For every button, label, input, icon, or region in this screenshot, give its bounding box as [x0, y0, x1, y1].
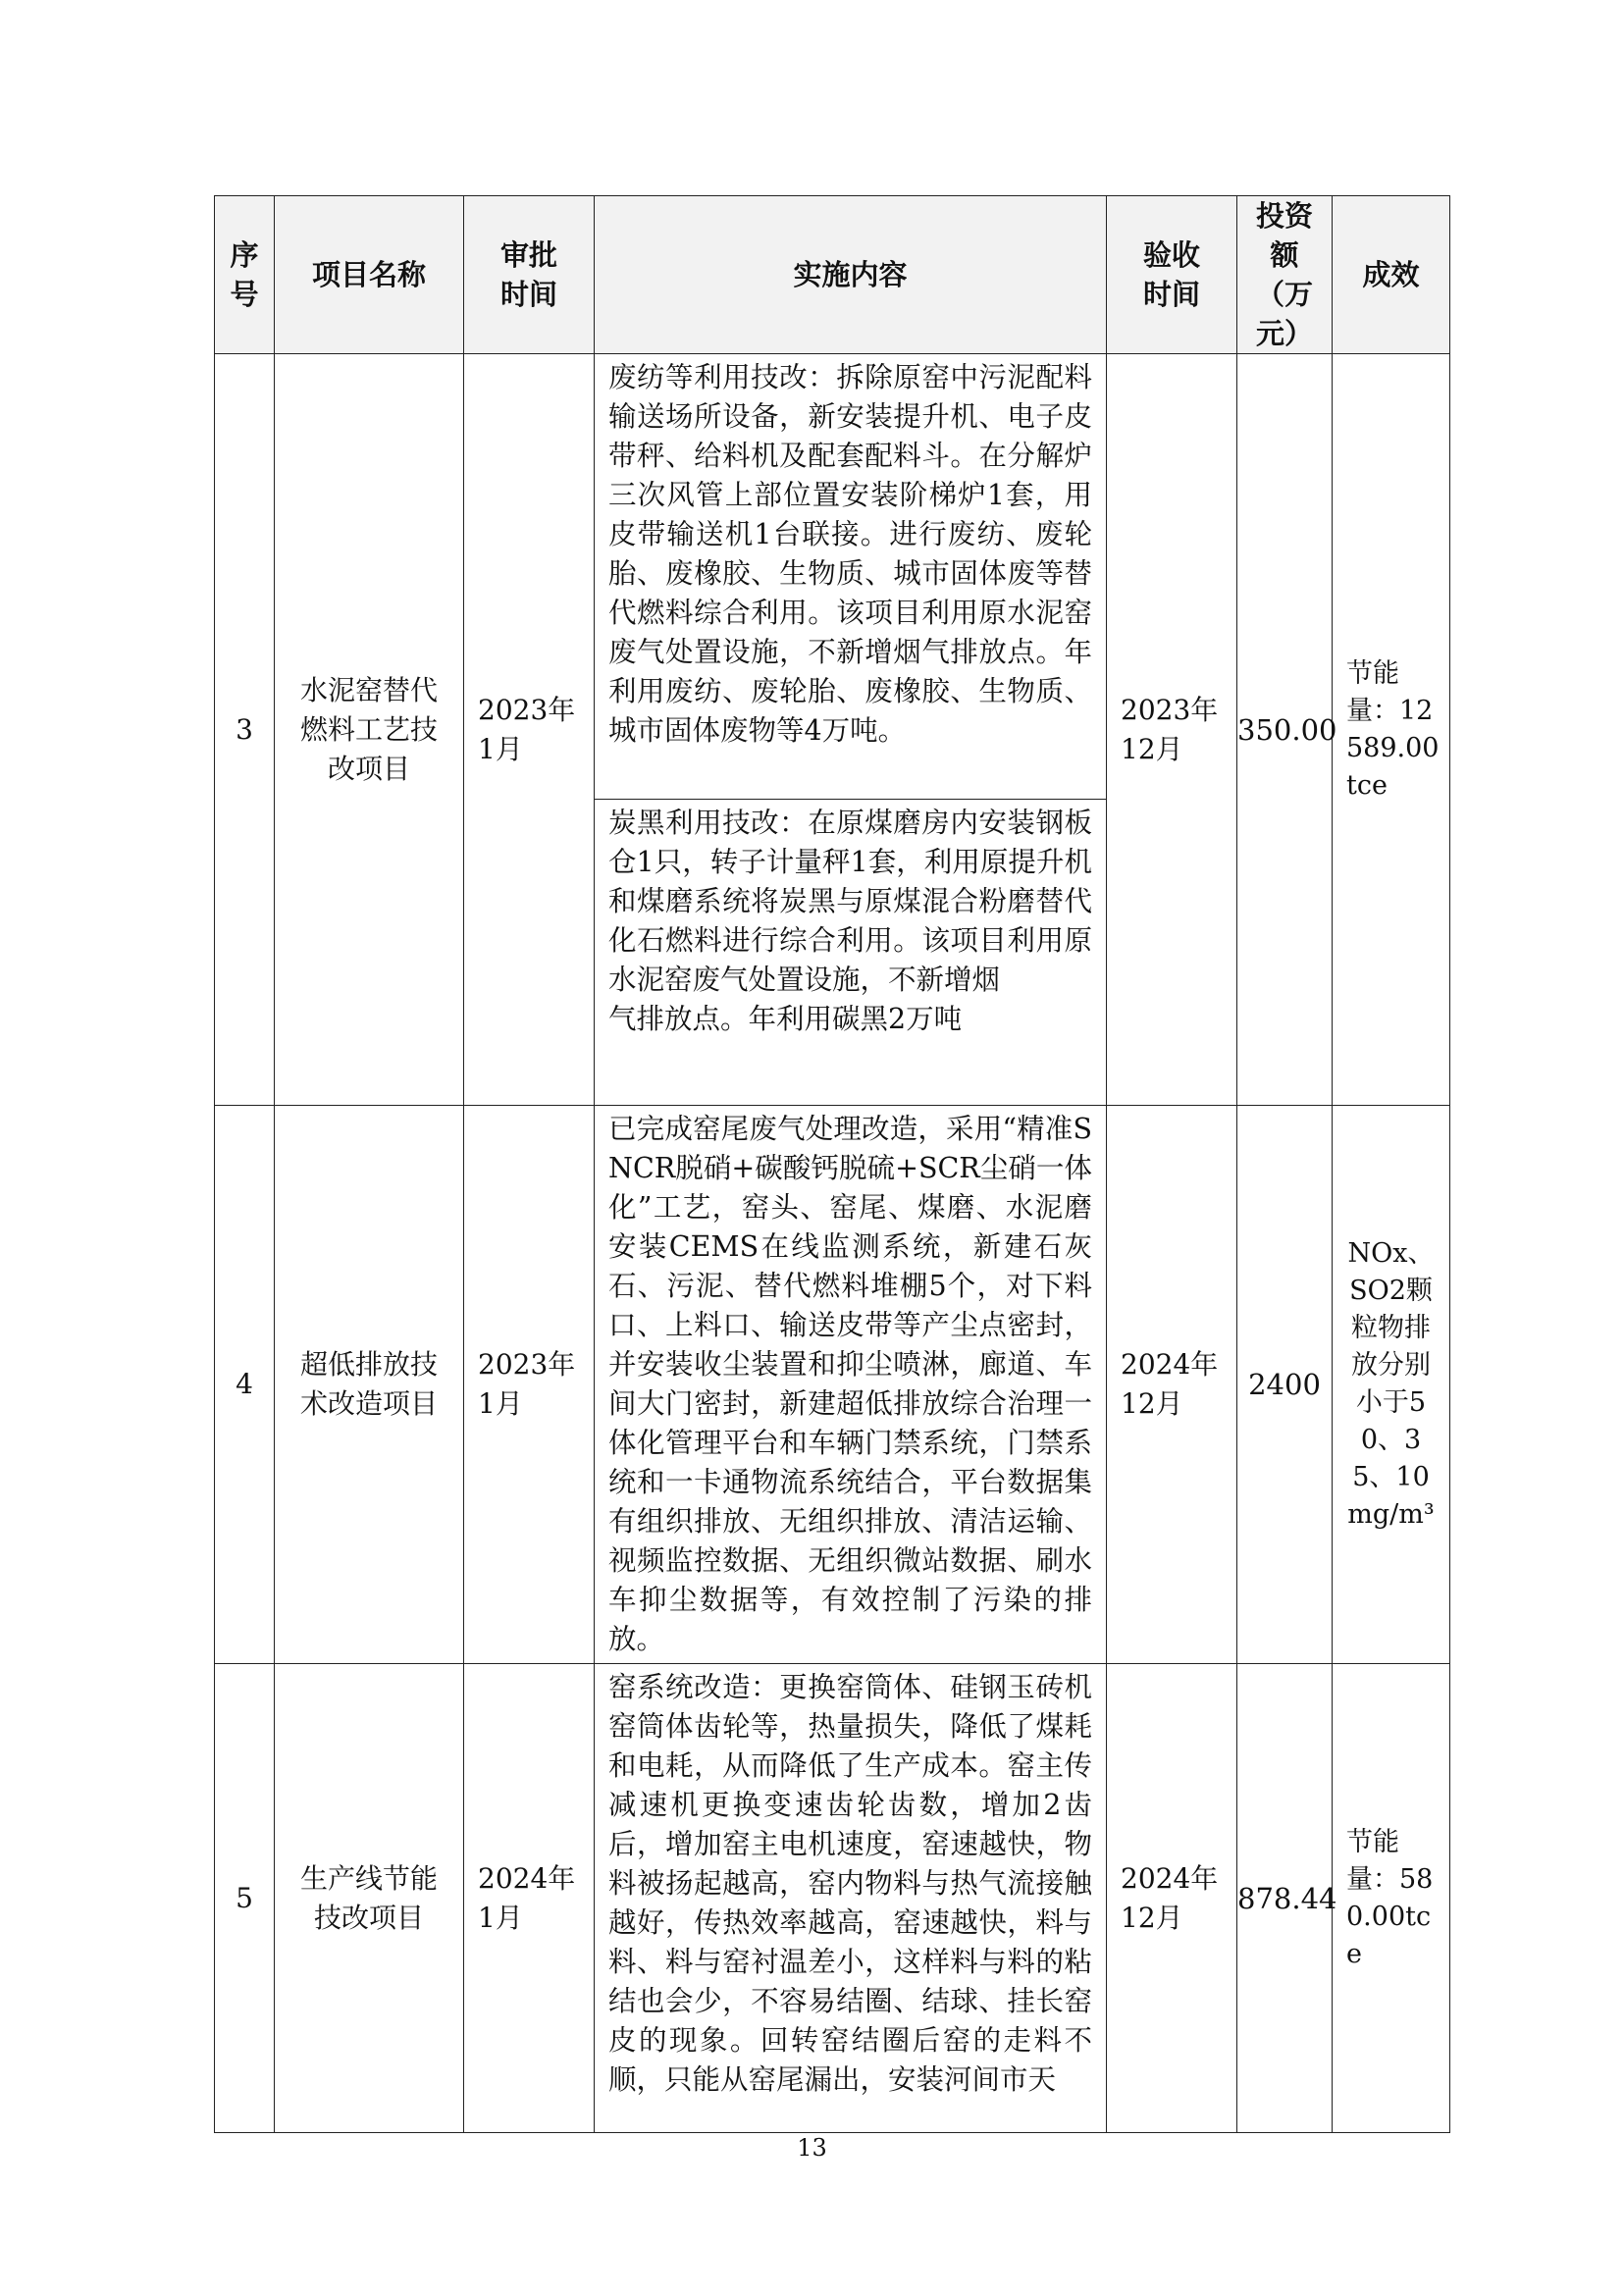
- header-row: [215, 196, 1450, 354]
- row-effect: NOx、SO2颗粒物排放分别小于50、35、10mg/m³: [1333, 1106, 1450, 1664]
- header-effect: 成效: [1333, 196, 1450, 354]
- page-number: 13: [797, 2134, 827, 2162]
- row-project-name: 生产线节能技改项目: [275, 1664, 464, 2133]
- table-row: [215, 354, 1450, 800]
- row-acceptance-time: 2023年12月: [1107, 354, 1237, 1106]
- table-row: [215, 1664, 1450, 2133]
- row-acceptance-time: 2024年12月: [1107, 1106, 1237, 1664]
- row-content-part-2: 炭黑利用技改：在原煤磨房内安装钢板仓1只，转子计量秤1套，利用原提升机和煤磨系统将炭黑与原煤混合粉磨替代化石燃料进行综合利用。该项目利用原水泥窑废气处置设施，不新增烟 气排放点。年利用碳黑2万吨: [595, 800, 1107, 1106]
- project-table: [214, 195, 1450, 2133]
- row-project-name: 水泥窑替代燃料工艺技改项目: [275, 354, 464, 1106]
- row-approval-time: 2023年1月: [464, 1106, 595, 1664]
- header-investment: 投资额（万元）: [1237, 196, 1333, 354]
- header-name: 项目名称: [275, 196, 464, 354]
- row-content: 已完成窑尾废气处理改造，采用“精准SNCR脱硝+碳酸钙脱硫+SCR尘硝一体化”工艺，窑头、窑尾、煤磨、水泥磨安装CEMS在线监测系统，新建石灰石、污泥、替代燃料堆棚5个，对下料口、上料口、输送皮带等产尘点密封，并安装收尘装置和抑尘喷淋，廊道、车间大门密封，新建超低排放综合治理一体化管理平台和车辆门禁系统，门禁系统和一卡通物流系统结合，平台数据集有组织排放、无组织排放、清洁运输、视频监控数据、无组织微站数据、刷水车抑尘数据等，有效控制了污染的排放。: [595, 1106, 1107, 1664]
- row-seq: 3: [215, 354, 275, 1106]
- row-project-name: 超低排放技术改造项目: [275, 1106, 464, 1664]
- row-investment: 2400: [1237, 1106, 1333, 1664]
- header-approval: 审批时间: [464, 196, 595, 354]
- row-content: 窑系统改造：更换窑筒体、硅钢玉砖机窑筒体齿轮等，热量损失，降低了煤耗和电耗，从而降低了生产成本。窑主传减速机更换变速齿轮齿数，增加2齿后，增加窑主电机速度，窑速越快，物料被扬起越高，窑内物料与热气流接触越好，传热效率越高，窑速越快，料与料、料与窑衬温差小，这样料与料的粘结也会少，不容易结圈、结球、挂长窑皮的现象。回转窑结圈后窑的走料不顺，只能从窑尾漏出，安装河间市天: [595, 1664, 1107, 2133]
- row-approval-time: 2023年1月: [464, 354, 595, 1106]
- row-acceptance-time: 2024年12月: [1107, 1664, 1237, 2133]
- row-content-part-1: 废纺等利用技改：拆除原窑中污泥配料输送场所设备，新安装提升机、电子皮带秤、给料机及配套配料斗。在分解炉三次风管上部位置安装阶梯炉1套，用皮带输送机1台联接。进行废纺、废轮胎、废橡胶、生物质、城市固体废等替代燃料综合利用。该项目利用原水泥窑废气处置设施，不新增烟气排放点。年利用废纺、废轮胎、废橡胶、生物质、城市固体废物等4万吨。: [595, 354, 1107, 800]
- header-content: 实施内容: [595, 196, 1107, 354]
- header-acceptance: 验收时间: [1107, 196, 1237, 354]
- header-seq: 序号: [215, 196, 275, 354]
- table-row: [215, 1106, 1450, 1664]
- row-seq: 4: [215, 1106, 275, 1664]
- row-effect: 节能量：580.00tce: [1333, 1664, 1450, 2133]
- row-approval-time: 2024年1月: [464, 1664, 595, 2133]
- row-investment: 350.00: [1237, 354, 1333, 1106]
- row-seq: 5: [215, 1664, 275, 2133]
- row-effect: 节能量：12589.00tce: [1333, 354, 1450, 1106]
- row-investment: 878.44: [1237, 1664, 1333, 2133]
